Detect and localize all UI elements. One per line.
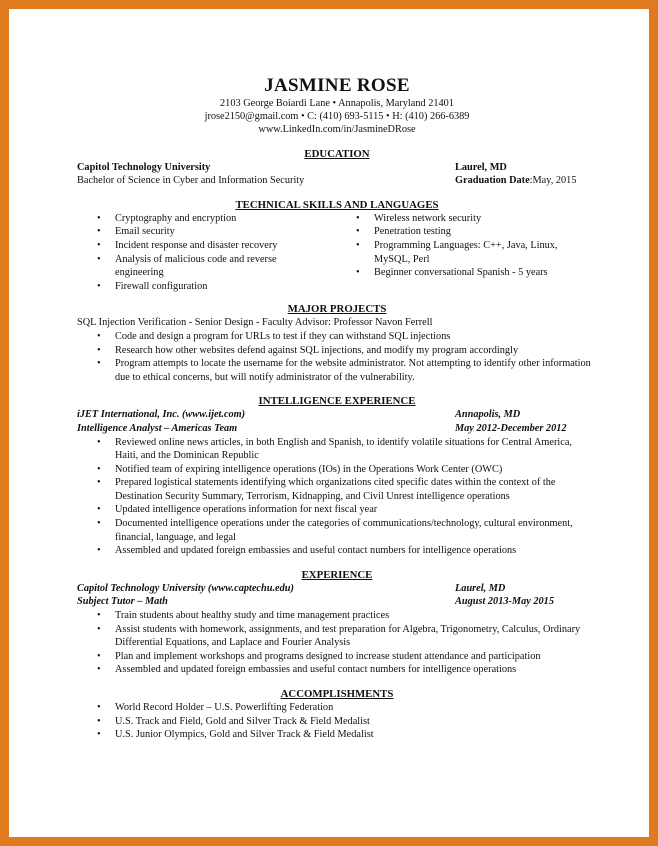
experience-org-row (77, 582, 597, 596)
graduation-label: Graduation Date (455, 175, 530, 187)
intel-role: Intelligence Analyst – Americas Team (77, 422, 238, 434)
experience-role-row (77, 595, 597, 609)
skills-list-left (77, 212, 338, 294)
contact-line: jrose2150@gmail.com • C: (410) 693-5115 • H: (410) 266-6389 (204, 111, 470, 123)
graduation-value: :May, 2015 (529, 175, 577, 187)
experience-role: Subject Tutor – Math (77, 596, 168, 608)
education-heading: EDUCATION (304, 147, 370, 160)
experience-org: Capitol Technology University (www.captechu.edu) (77, 582, 294, 594)
list-item: • Updated intelligence operations information for next fiscal year (115, 503, 597, 517)
experience-heading: EXPERIENCE (301, 568, 373, 581)
experience-location: Laurel, MD (455, 582, 506, 594)
list-item: • Research how other websites defend against SQL injections, and modify my program accordingly (115, 344, 597, 358)
skills-list-right (338, 212, 597, 294)
intel-org-row (77, 408, 597, 422)
list-item: • Cryptography and encryption (115, 212, 338, 226)
education-school: Capitol Technology University (77, 161, 211, 173)
linkedin-url: www.LinkedIn.com/in/JasmineDRose (258, 124, 416, 136)
experience-list (77, 609, 597, 677)
list-item: • Programming Languages: C++, Java, Linux, MySQL, Perl (374, 239, 597, 266)
education-school-row (77, 161, 597, 175)
education-location: Laurel, MD (455, 161, 507, 173)
intel-org: iJET International, Inc. (www.ijet.com) (77, 409, 246, 421)
list-item: • Reviewed online news articles, in both English and Spanish, to identify volatile situations for Central America, Haiti, and the Dominican Republic (115, 436, 597, 463)
accomplishments-heading: ACCOMPLISHMENTS (280, 688, 394, 701)
address-line: 2103 George Boiardi Lane • Annapolis, Maryland 21401 (220, 98, 454, 109)
list-item: • World Record Holder – U.S. Powerlifting Federation (115, 701, 597, 715)
list-item: • Notified team of expiring intelligence operations (IOs) in the Operations Work Center (OWC) (115, 463, 597, 477)
intel-dates: May 2012-December 2012 (455, 422, 567, 434)
list-item: • Program attempts to locate the username for the website administrator. Not attempting to identify other information due to ethical concerns, but will notify administrator of the vulnerability. (115, 357, 597, 384)
resume-document (77, 75, 597, 742)
intel-role-row (77, 422, 597, 436)
projects-list (77, 330, 597, 384)
skills-heading: TECHNICAL SKILLS AND LANGUAGES (235, 198, 439, 211)
list-item: • U.S. Track and Field, Gold and Silver Track & Field Medalist (115, 715, 597, 729)
list-item: • Analysis of malicious code and reverse engineering (115, 253, 338, 280)
education-degree-row (77, 174, 597, 188)
list-item: • Firewall configuration (115, 280, 338, 294)
project-intro: SQL Injection Verification - Senior Design - Faculty Advisor: Professor Navon Ferrell (77, 317, 433, 329)
list-item: • Beginner conversational Spanish - 5 years (374, 266, 597, 280)
list-item: • Documented intelligence operations under the categories of communications/technology, cultural environment, financial, language, and legal (115, 517, 597, 544)
projects-heading: MAJOR PROJECTS (287, 303, 387, 316)
list-item: • Assembled and updated foreign embassies and useful contact numbers for intelligence operations (115, 663, 597, 677)
education-degree: Bachelor of Science in Cyber and Information Security (77, 175, 305, 187)
list-item: • Wireless network security (374, 212, 597, 226)
list-item: • Assist students with homework, assignments, and test preparation for Algebra, Trigonometry, Calculus, Ordinary Differential Equations, and Laplace and Fourier Analysis (115, 623, 597, 650)
list-item: • Assembled and updated foreign embassies and useful contact numbers for intelligence operations (115, 544, 597, 558)
list-item: • Prepared logistical statements identifying which organizations cited specific dates within the context of the Destination Security Summary, Terrorism, Kidnapping, and Civil Unrest intelligence operations (115, 476, 597, 503)
intel-location: Annapolis, MD (455, 409, 521, 421)
list-item: • Penetration testing (374, 225, 597, 239)
list-item: • Plan and implement workshops and programs designed to increase student attendance and participation (115, 650, 597, 664)
list-item: • Email security (115, 225, 338, 239)
list-item: • Incident response and disaster recovery (115, 239, 338, 253)
skills-columns (77, 212, 597, 294)
list-item: • Code and design a program for URLs to test if they can withstand SQL injections (115, 330, 597, 344)
intel-heading: INTELLIGENCE EXPERIENCE (258, 395, 416, 408)
accomplishments-list (77, 701, 597, 742)
candidate-name: JASMINE ROSE (264, 75, 410, 96)
experience-dates: August 2013-May 2015 (455, 596, 554, 608)
list-item: • U.S. Junior Olympics, Gold and Silver Track & Field Medalist (115, 728, 597, 742)
intel-list (77, 436, 597, 558)
graduation-date (455, 174, 597, 188)
list-item: • Train students about healthy study and time management practices (115, 609, 597, 623)
